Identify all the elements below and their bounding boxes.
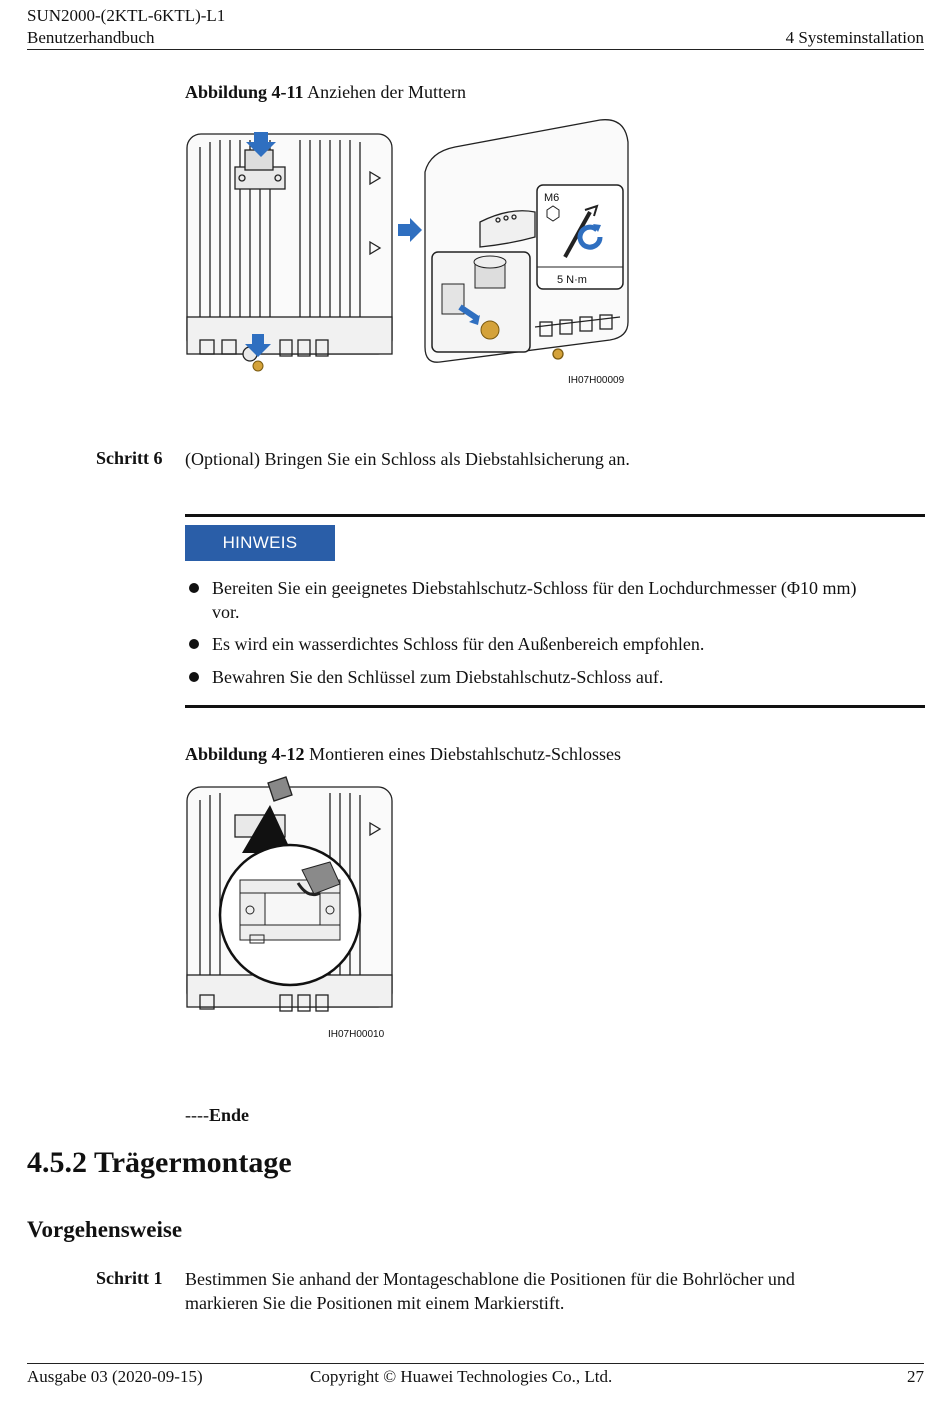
notice-bullet [189,639,199,649]
figure2-label: Abbildung 4-12 [185,744,305,764]
subsection-heading: Vorgehensweise [27,1217,183,1242]
zoom-circle [220,845,360,985]
step1-label: Schritt 1 [96,1268,163,1288]
figure2-caption [185,744,621,765]
notice-top-rule [185,514,925,517]
footer-page-number: 27 [907,1367,924,1386]
callout-torque: 5 N·m [557,274,587,286]
notice-item: Es wird ein wasserdichtes Schloss für den Außenbereich empfohlen. [212,634,705,654]
notice-bullet [189,672,199,682]
end-dashes: ---- [185,1105,209,1125]
notice-item: Bewahren Sie den Schlüssel zum Diebstahlschutz-Schloss auf. [212,667,664,687]
figure1-caption [185,82,466,103]
section-heading: 4.5.2 Trägermontage [27,1146,292,1179]
end-marker [185,1103,249,1127]
header-doc-title: SUN2000-(2KTL-6KTL)-L1 [27,6,226,25]
header-rule [27,49,924,50]
header-doc-subtitle: Benutzerhandbuch [27,28,155,47]
notice-item [212,576,924,624]
header-chapter: 4 Systeminstallation [785,28,924,47]
figure2-image-id: IH07H00010 [328,1029,385,1040]
notice-title: HINWEIS [185,525,335,561]
torque-callout [537,185,623,289]
callout-bolt-size: M6 [544,192,560,204]
footer-rule [27,1363,924,1364]
step1-text [185,1267,925,1315]
arrow-right [398,218,422,242]
notice-bullet [189,583,199,593]
notice-bottom-rule [185,705,925,708]
figure1-label: Abbildung 4-11 [185,82,304,102]
footer-copyright: Copyright © Huawei Technologies Co., Ltd. [310,1367,613,1386]
end-word: Ende [208,1105,250,1125]
step1-line: Bestimmen Sie anhand der Montageschablone die Positionen für die Bohrlöcher und [185,1269,795,1289]
figure1-title: Anziehen der Muttern [307,82,467,102]
detail-inset [432,252,530,352]
notice-item-line: vor. [212,602,240,622]
figure1-illustration [180,112,640,392]
inverter-left [187,134,392,361]
nut-left [253,361,263,371]
figure1-image-id: IH07H00009 [568,375,625,386]
step1-line: markieren Sie die Positionen mit einem Markierstift. [185,1293,565,1313]
step6-label: Schritt 6 [96,448,163,468]
step6-text: (Optional) Bringen Sie ein Schloss als Diebstahlsicherung an. [185,449,630,469]
footer-edition: Ausgabe 03 (2020-09-15) [27,1367,203,1386]
figure2-illustration [180,775,400,1045]
figure2-title: Montieren eines Diebstahlschutz-Schlosses [309,744,621,764]
notice-item-line: Bereiten Sie ein geeignetes Diebstahlschutz-Schloss für den Lochdurchmesser (Φ10 mm) [212,578,857,598]
